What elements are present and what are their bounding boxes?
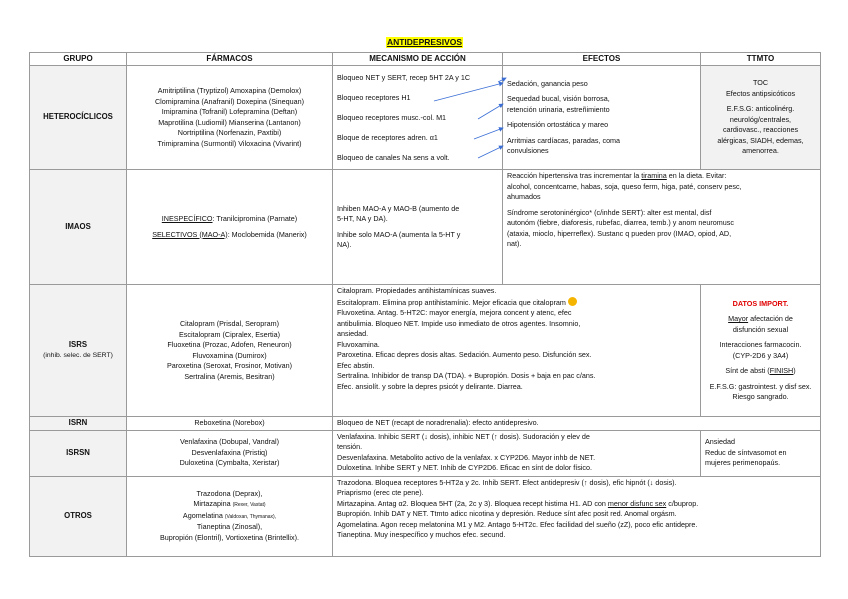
ttmto-line: neurológ/centrales,	[729, 114, 792, 124]
row-isrs	[30, 285, 821, 417]
farmacos-isrsn	[127, 430, 333, 476]
mecanismo-line: Bloqueo receptores H1	[337, 92, 411, 102]
farmaco-line: Bupropión (Elontril), Vortioxetina (Brintellix).	[159, 532, 299, 542]
ttmto-line: disfunción sexual	[732, 324, 789, 334]
header-grupo: GRUPO	[30, 53, 127, 66]
efecto-line: tensión.	[337, 442, 363, 451]
efecto-line	[507, 171, 816, 182]
efecto-text: Mirtazapina. Antag α2. Bloquea 5HT (2a, 2c y 3). Bloquea recept histima H1. AD con	[337, 498, 608, 508]
mecanismo-line: 5-HT, NA y DA).	[337, 214, 388, 223]
farmacos-imaos	[127, 170, 333, 285]
efectos-imaos	[503, 170, 821, 285]
farmacos-otros	[127, 476, 333, 556]
ttmto-isrs	[701, 285, 821, 417]
ttmto-line	[705, 314, 816, 325]
page-title: ANTIDEPRESIVOS	[386, 37, 463, 47]
finish-text: FINISH	[769, 366, 794, 375]
group-imaos: IMAOS	[30, 170, 127, 285]
efecto-text: Escitalopram. Elimina prop antihistamínic. Mejor eficacia que citalopram	[337, 297, 566, 307]
antidepresivos-table	[29, 52, 821, 557]
efectos-otros	[333, 476, 821, 556]
imao-selectivos	[131, 230, 328, 241]
efecto-line: Venlafaxina. Inhibic SERT (↓ dosis), inhibic NET (↑ dosis). Sudoración y elev de	[337, 431, 590, 441]
group-otros: OTROS	[30, 476, 127, 556]
efecto-line: Desvenlafaxina. Metabolito activo de la venlafax. x CYP2D6. Mayor inhb de NET.	[337, 452, 596, 462]
efecto-line: Trazodona. Bloquea receptores 5-HT2a y 2c. Inhib SERT. Efect antidepresiv (↑ dosis), efic hipnót (↓ dosis).	[337, 477, 677, 487]
selectivos-label: SELECTIVOS (MAO-A)	[152, 229, 228, 239]
ttmto-text: )	[793, 366, 796, 375]
mecanismo-line: Bloqueo de canales Na sens a volt.	[337, 152, 450, 162]
efecto-line: Efec. ansiolít. y sobre la depres psicót y delirante. Diarrea.	[337, 381, 523, 391]
farmacos-heterociclicos	[127, 66, 333, 170]
efecto-line: nat).	[507, 239, 522, 248]
efectos-isrs	[333, 285, 701, 417]
ttmto-line: Interacciones farmacocin.	[719, 340, 802, 349]
efecto-line: retención urinaria, estreñimiento	[507, 104, 610, 114]
ttmto-line: (CYP-2D6 y 3A4)	[732, 350, 789, 360]
farmaco-line: Venlafaxina (Dobupal, Vandral)	[180, 437, 279, 447]
inespecifico-text: : Tranilcipromina (Parnate)	[212, 214, 298, 223]
farmaco-brand: (Rexer, Vastat)	[232, 502, 266, 509]
efecto-line: ansiedad.	[337, 329, 369, 338]
mayor-text: Mayor	[728, 314, 749, 323]
ttmto-line: E.F.S.G: gastrointest. y disf sex.	[709, 381, 812, 391]
mecanismo-imaos	[333, 170, 503, 285]
efecto-line: Arritmias cardíacas, paradas, coma	[507, 135, 621, 145]
mecanismo-line: Bloqueo NET y SERT, recep 5HT 2A y 1C	[337, 72, 471, 82]
farmaco-line: Trazodona (Deprax),	[196, 488, 263, 498]
mecanismo-line: Bloqueo receptores musc.-col. M1	[337, 112, 447, 122]
header-farmacos: FÁRMACOS	[127, 53, 333, 66]
row-isrn	[30, 417, 821, 431]
mecanismo-line: Inhiben MAO-A y MAO-B (aumento de	[337, 203, 460, 213]
efecto-line	[337, 499, 816, 510]
group-heterociclicos: HETEROCÍCLICOS	[30, 66, 127, 170]
group-isrs	[30, 285, 127, 417]
ttmto-line: Reduc de síntvasomot en	[705, 447, 787, 457]
efecto-line: Agomelatina. Agon recep melatonina M1 y M2. Antago 5-HT2c. Efec facilidad del sueño (zZ), poco efic antidepre.	[337, 519, 698, 529]
farmacos-isrs	[127, 285, 333, 417]
group-isrs-title: ISRS	[68, 340, 88, 350]
farmaco-text: Agomelatina	[182, 510, 225, 520]
farmaco-line: Imipramina (Tofranil) Lofepramina (Deftan)	[161, 107, 298, 116]
efecto-line: Sequedad bucal, visión borrosa,	[507, 94, 610, 103]
efecto-line: Fluvoxetina. Antag. 5-HT2C: mayor energía, mejora concent y atenc, efec	[337, 308, 572, 317]
efecto-line: autonóm (fiebre, diaforesis, rubefac, diarrea, temb.) y anom neuromusc	[507, 218, 734, 227]
datos-import-title: DATOS IMPORT.	[732, 298, 789, 308]
efecto-line: Bupropión. Inhib DAT y NET. Ttmto adicc nicotina y depresión. Reduce sínt afec posit red. Anomal orgásm.	[337, 509, 677, 518]
ttmto-line: Riesgo sangrado.	[732, 392, 789, 401]
row-heterociclicos	[30, 66, 821, 170]
ttmto-isrsn	[701, 430, 821, 476]
farmaco-line: Amitriptilina (Tryptizol) Amoxapina (Demolox)	[157, 86, 302, 95]
tiramina-text: tiramina	[641, 171, 667, 180]
group-isrsn: ISRSN	[30, 430, 127, 476]
inespecifico-label: INESPECÍFICO	[161, 214, 213, 223]
farmaco-line: Fluvoxamina (Dumirox)	[192, 350, 267, 360]
farmaco-line: Maprotilina (Ludiomil) Mianserina (Lantanon)	[158, 117, 301, 127]
header-row	[30, 53, 821, 66]
ttmto-line: Ansiedad	[705, 437, 735, 447]
efecto-line: Citalopram. Propiedades antihistamínicas suaves.	[337, 286, 497, 295]
efecto-line: Paroxetina. Eficac depres dosis altas. Sedación. Aumento peso. Disfunción sex.	[337, 350, 592, 359]
efecto-line	[337, 297, 696, 309]
efecto-line: Hipotensión ortostática y mareo	[507, 120, 609, 129]
efecto-line: Duloxetina. Inhibe SERT y NET. Inhib de CYP2D6. Eficac en sínt de dolor físico.	[337, 463, 593, 472]
mecanismo-line: Bloque de receptores adren. α1	[337, 132, 438, 142]
efecto-text: en la dieta. Evitar:	[666, 171, 727, 180]
ttmto-line: E.F.S.G: anticolinérg.	[726, 104, 795, 114]
farmaco-line: Trimipramina (Surmontil) Viloxacina (Vivarint)	[157, 138, 302, 148]
efecto-line: ahumados	[507, 192, 541, 201]
efecto-text: c/buprop.	[666, 498, 699, 508]
ttmto-heterociclicos	[701, 66, 821, 170]
mecanismo-line: NA).	[337, 240, 352, 249]
ttmto-text: Sínt de absti (	[725, 366, 770, 375]
farmaco-line: Sertralina (Aremis, Besitran)	[184, 371, 275, 381]
row-otros	[30, 476, 821, 556]
ttmto-line: mujeres perimenopaús.	[705, 458, 781, 468]
efecto-line: (ataxia, mioclo, hiperreflex). Sustanc q pueden prov (IMAO, opiod, AD,	[507, 228, 732, 238]
efecto-line: Tianeptina. Muy inespecífico y muchos efec. secund.	[337, 530, 506, 539]
farmaco-line	[131, 511, 328, 523]
efecto-line: Priaprismo (erec cte pene).	[337, 488, 424, 497]
menor-disfunc-text: menor disfunc sex	[607, 498, 667, 508]
header-efectos: EFECTOS	[503, 53, 701, 66]
farmaco-line: Escitalopram (Cipralex, Esertia)	[178, 329, 281, 339]
farmaco-brand: (Valdoxan, Thymanax),	[224, 513, 277, 520]
farmaco-line: Paroxetina (Seroxat, Frosinor, Motivan)	[166, 361, 293, 370]
efecto-line: Fluvoxamina.	[337, 339, 380, 349]
efecto-line: antibulimia. Bloqueo NET. Impide uso inmediato de otros agentes. Insomnio,	[337, 318, 581, 328]
row-isrsn	[30, 430, 821, 476]
farmaco-line: Duloxetina (Cymbalta, Xeristar)	[179, 458, 280, 468]
group-isrs-subtitle: (inhib. selec. de SERT)	[43, 351, 113, 359]
farmaco-line: Citalopram (Prisdal, Seropram)	[179, 319, 280, 328]
efecto-text: Reacción hipertensiva tras incrementar la	[507, 171, 642, 180]
ttmto-line: Efectos antipsicóticos	[725, 88, 796, 98]
efecto-line: Síndrome serotoninérgico* (c/inhde SERT): alter est mental, disf	[507, 207, 712, 217]
farmaco-line	[131, 499, 328, 511]
ttmto-text: afectación de	[748, 314, 793, 323]
efecto-line: Sedación, ganancia peso	[507, 78, 588, 88]
efecto-line: convulsiones	[507, 146, 549, 155]
mecanismo-line: Inhibe solo MAO-A (aumenta la 5-HT y	[337, 229, 461, 239]
farmaco-text: Mirtazapina	[193, 499, 233, 509]
farmaco-line: Tianeptina (Zinosal),	[196, 522, 263, 532]
efecto-line: alcohol, concentcarne, habas, soja, queso ferm, higa, paté, conserv pesc,	[507, 181, 742, 191]
ttmto-line: TOC	[752, 78, 769, 88]
header-mecanismo: MECANISMO DE ACCIÓN	[333, 53, 503, 66]
farmaco-line: Nortriptilina (Norfenazin, Paxtibi)	[177, 128, 282, 137]
row-imaos	[30, 170, 821, 285]
ttmto-line: alérgicas, SIADH, edemas,	[717, 135, 804, 145]
imao-inespecifico	[131, 214, 328, 225]
mecanismo-heterociclicos	[333, 66, 503, 170]
farmaco-line: Desvenlafaxina (Pristiq)	[191, 447, 268, 457]
farmacos-isrn: Reboxetina (Norebox)	[127, 417, 333, 431]
efectos-isrsn	[333, 430, 701, 476]
efectos-isrn: Bloqueo de NET (recapt de noradrenalia): efecto antidepresivo.	[333, 417, 821, 431]
group-isrn: ISRN	[30, 417, 127, 431]
farmaco-line: Clomipramina (Anafranil) Doxepina (Sinequan)	[154, 96, 304, 106]
efecto-line: Sertralina. Inhibidor de transp DA (TDA). + Bupropión. Dosis + baja en pac c/ans.	[337, 371, 596, 380]
efecto-line: Efec abstin.	[337, 360, 375, 370]
farmaco-line: Fluoxetina (Prozac, Adofen, Reneuron)	[167, 340, 292, 349]
efectos-heterociclicos	[503, 66, 701, 170]
ttmto-line	[705, 366, 816, 377]
header-ttmto: TTMTO	[701, 53, 821, 66]
selectivos-text: : Moclobemida (Manerix)	[227, 229, 307, 239]
smiley-icon	[568, 297, 577, 306]
ttmto-line: amenorrea.	[742, 146, 779, 156]
ttmto-line: cardiovasc., reacciones	[722, 125, 799, 135]
